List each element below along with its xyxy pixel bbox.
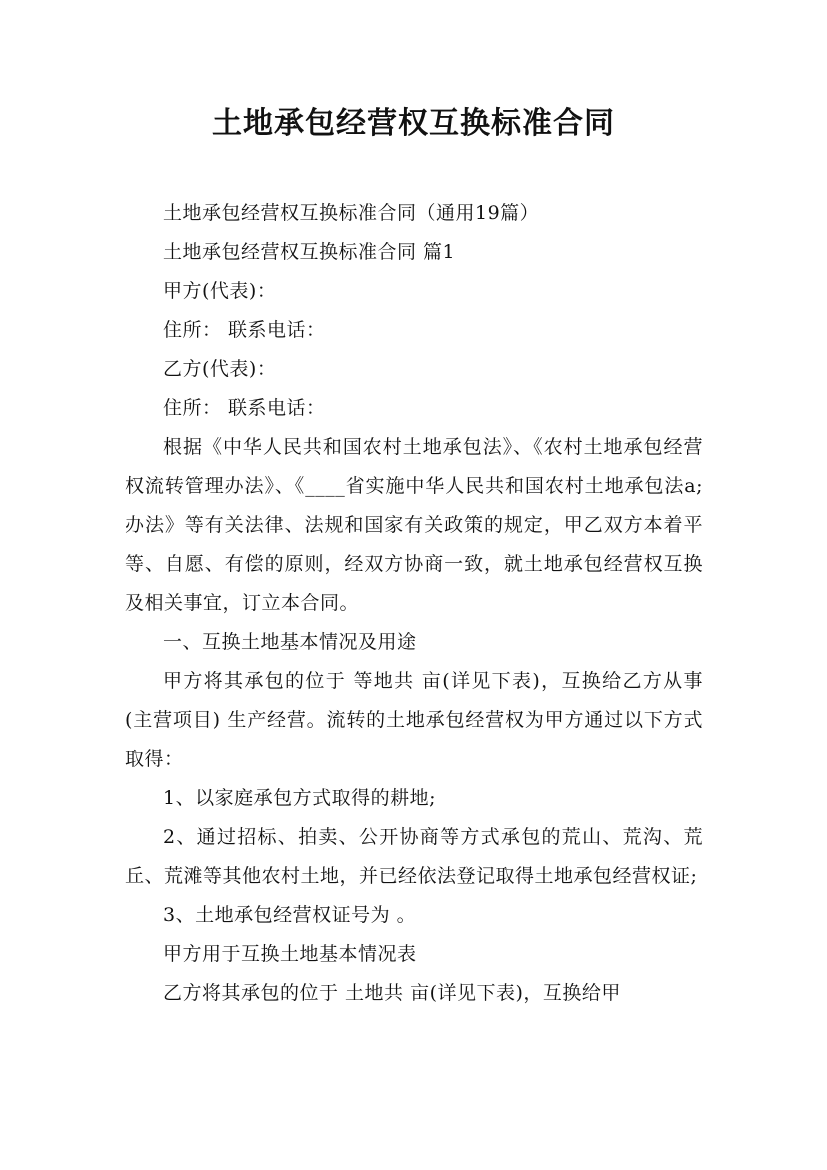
paragraph-party-a-land: 甲方将其承包的位于 等地共 亩(详见下表)，互换给乙方从事(主营项目) 生产经营。流转的土地承包经营权为甲方通过以下方式取得： bbox=[125, 670, 703, 770]
paragraph-clause-heading: 一、互换土地基本情况及用途 bbox=[163, 631, 417, 653]
paragraph-party-b-address: 住所： 联系电话： bbox=[163, 397, 326, 419]
list-item: 2、通过招标、拍卖、公开协商等方式承包的荒山、荒沟、荒丘、荒滩等其他农村土地，并已经依法登记取得土地承包经营权证; bbox=[125, 826, 703, 887]
list-item: 1、以家庭承包方式取得的耕地; bbox=[163, 787, 436, 809]
paragraph-table-caption: 甲方用于互换土地基本情况表 bbox=[163, 943, 417, 965]
paragraph-section-heading: 土地承包经营权互换标准合同 篇1 bbox=[163, 241, 456, 263]
document-body bbox=[125, 194, 703, 1013]
paragraph-party-a-address: 住所： 联系电话： bbox=[163, 319, 326, 341]
paragraph-legal-basis: 根据《中华人民共和国农村土地承包法》、《农村土地承包经营权流转管理办法》、《____省实施中华人民共和国农村土地承包法a;办法》等有关法律、法规和国家有关政策的规定，甲乙双方本着平等、自愿、有偿的原则，经双方协商一致，就土地承包经营权互换及相关事宜，订立本合同。 bbox=[125, 436, 703, 614]
list-item: 3、土地承包经营权证号为 。 bbox=[163, 904, 417, 926]
paragraph-party-a: 甲方(代表)： bbox=[163, 280, 277, 302]
paragraph-party-b-land: 乙方将其承包的位于 土地共 亩(详见下表)，互换给甲 bbox=[163, 982, 621, 1004]
paragraph-party-b: 乙方(代表)： bbox=[163, 358, 277, 380]
document-title: 土地承包经营权互换标准合同 bbox=[212, 106, 615, 141]
paragraph-subtitle: 土地承包经营权互换标准合同（通用19篇） bbox=[163, 202, 540, 224]
